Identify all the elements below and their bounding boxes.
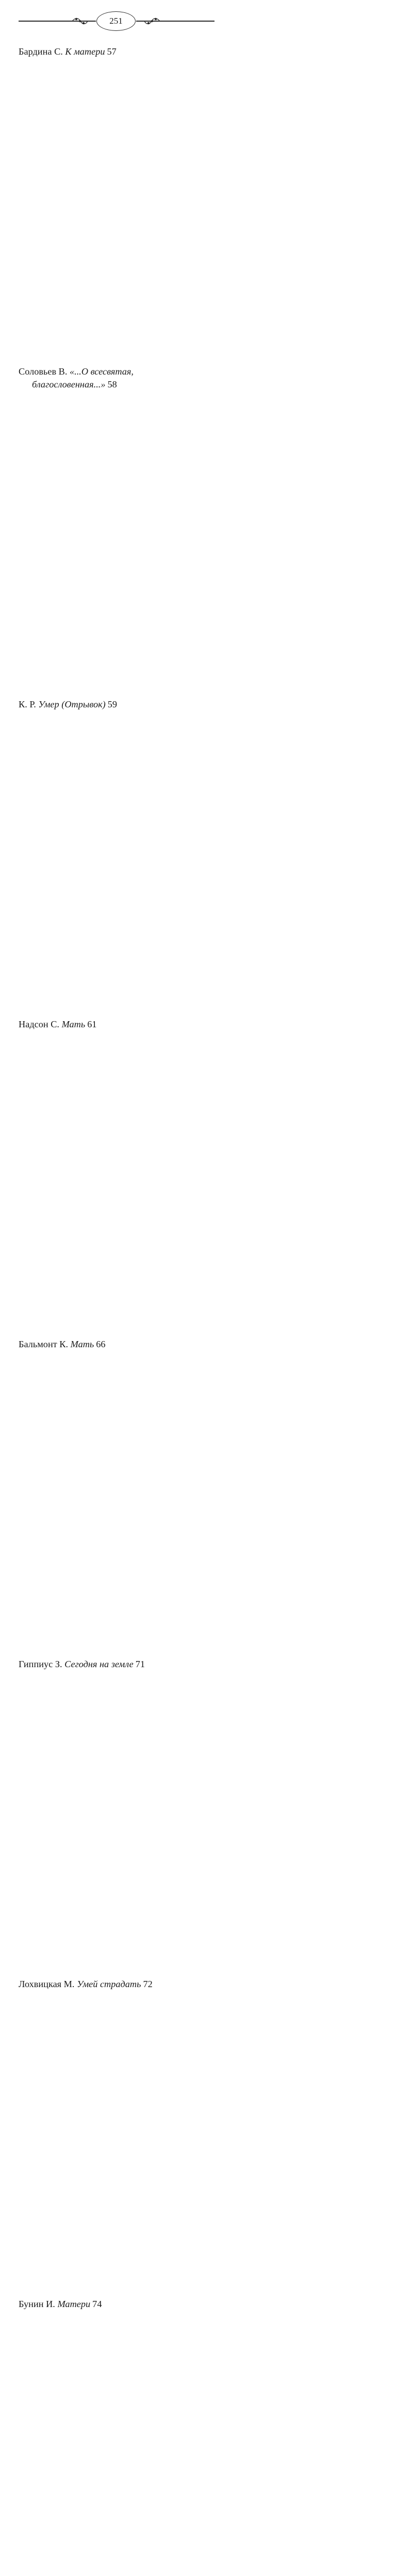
- toc-page-number: 74: [92, 2298, 102, 2309]
- toc-title: Умер (Отрывок): [38, 699, 106, 709]
- toc-page-number: 59: [107, 699, 118, 709]
- toc-title-continuation: благословенная...»: [32, 379, 106, 389]
- toc-title: Матери: [57, 2298, 91, 2309]
- toc-entry[interactable]: [19, 1018, 205, 1338]
- toc-title: Сегодня на земле: [64, 1658, 134, 1669]
- toc-page-number: 58: [107, 379, 117, 389]
- toc-author: Гиппиус З.: [19, 1658, 65, 1669]
- toc-page-number: 57: [107, 46, 117, 57]
- toc-author: Бардина С.: [19, 46, 65, 57]
- toc-entry[interactable]: [19, 1658, 205, 1978]
- page-header: [0, 7, 232, 34]
- floral-ornament-icon: [143, 16, 161, 26]
- toc-entry[interactable]: [19, 1978, 205, 2298]
- toc-author: Бунин И.: [19, 2298, 58, 2309]
- toc-author: Соловьев В.: [19, 366, 70, 377]
- floral-ornament-icon: [71, 16, 89, 26]
- toc-entry[interactable]: [19, 45, 205, 365]
- toc-title: К матери: [65, 46, 105, 57]
- toc-author: Бальмонт К.: [19, 1338, 71, 1349]
- toc-title: «...О всесвятая,: [69, 366, 134, 377]
- table-of-contents: [19, 45, 205, 2576]
- toc-page-number: 61: [87, 1019, 97, 1029]
- toc-page-number: 66: [96, 1338, 106, 1349]
- toc-entry[interactable]: [19, 1338, 205, 1658]
- toc-entry[interactable]: [19, 365, 205, 698]
- toc-title: Мать: [61, 1019, 86, 1029]
- toc-page-number: 72: [143, 1978, 153, 1989]
- toc-page-number: 71: [135, 1658, 145, 1669]
- toc-title: Мать: [70, 1338, 94, 1349]
- toc-entry[interactable]: [19, 2298, 205, 2576]
- toc-author: Надсон С.: [19, 1019, 62, 1029]
- toc-author: К. Р.: [19, 699, 39, 709]
- page-number: 251: [96, 11, 136, 31]
- toc-title: Умей страдать: [77, 1978, 141, 1989]
- toc-author: Лохвицкая М.: [19, 1978, 77, 1989]
- toc-entry[interactable]: [19, 698, 205, 1018]
